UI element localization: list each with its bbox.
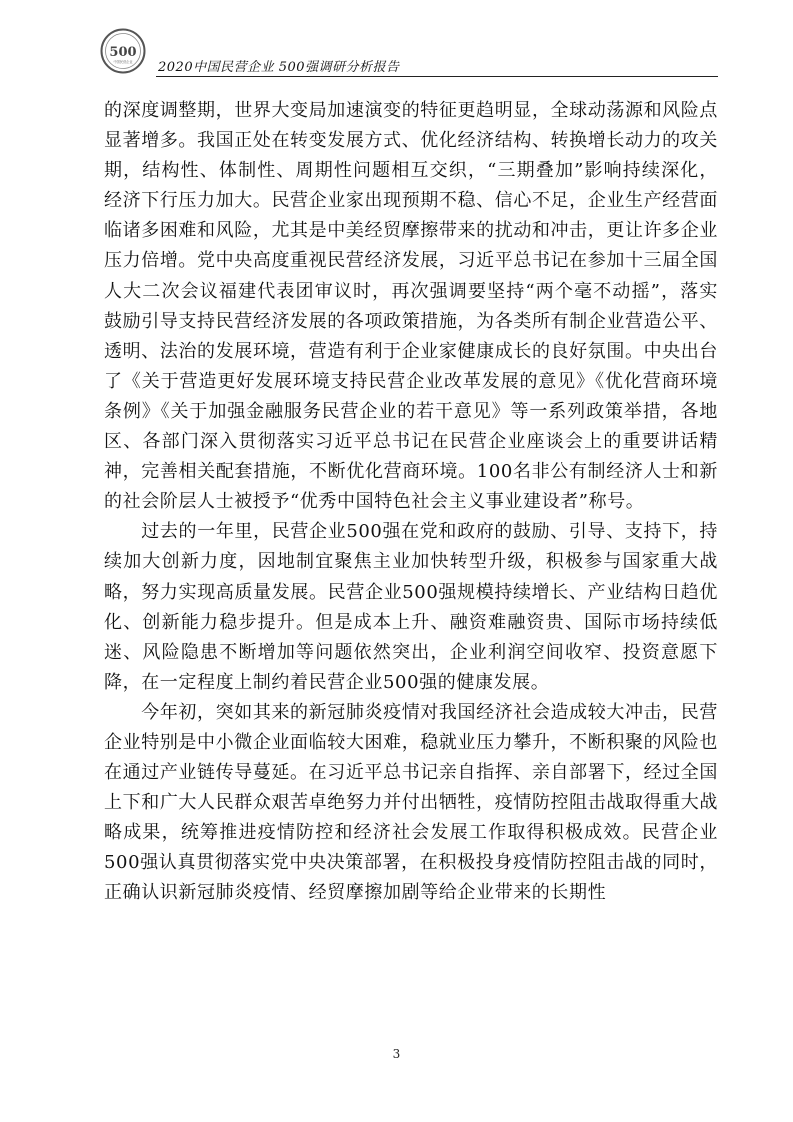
report-logo-icon [100, 28, 146, 74]
header-divider [156, 76, 718, 77]
page-number: 3 [392, 1047, 401, 1061]
paragraph-3: 今年初，突如其来的新冠肺炎疫情对我国经济社会造成较大冲击，民营企业特别是中小微企业面临较大困难，稳就业压力攀升，不断积聚的风险也在通过产业链传导蔓延。在习近平总书记亲自指挥、亲自部署下，经过全国上下和广大人民群众艰苦卓绝努力并付出牺牲，疫情防控阻击战取得重大战略成果，统筹推进疫情防控和经济社会发展工作取得积极成效。民营企业500强认真贯彻落实党中央决策部署，在积极投身疫情防控阻击战的同时，正确认识新冠肺炎疫情、经贸摩擦加剧等给企业带来的长期性 [104, 701, 718, 904]
paragraph-1: 的深度调整期，世界大变局加速演变的特征更趋明显，全球动荡源和风险点显著增多。我国正处在转变发展方式、优化经济结构、转换增长动力的攻关期，结构性、体制性、周期性问题相互交织，“三期叠加”影响持续深化，经济下行压力加大。民营企业家出现预期不稳、信心不足，企业生产经营面临诸多困难和风险，尤其是中美经贸摩擦带来的扰动和冲击，更让许多企业压力倍增。党中央高度重视民营经济发展，习近平总书记在参加十三届全国人大二次会议福建代表团审议时，再次强调要坚持“两个毫不动摇”，落实鼓励引导支持民营经济发展的各项政策措施，为各类所有制企业营造公平、透明、法治的发展环境，营造有利于企业家健康成长的良好氛围。中央出台了《关于营造更好发展环境支持民营企业改革发展的意见》《优化营商环境条例》《关于加强金融服务民营企业的若干意见》等一系列政策举措，各地区、各部门深入贯彻落实习近平总书记在民营企业座谈会上的重要讲话精神，完善相关配套措施，不断优化营商环境。100名非公有制经济人士和新的社会阶层人士被授予“优秀中国特色社会主义事业建设者”称号。 [104, 100, 718, 513]
logo-caption: 中国民营企业 [113, 60, 133, 64]
report-title: 2020中国民营企业 500强调研分析报告 [158, 60, 400, 75]
body-text [104, 96, 718, 909]
logo-number: 500 [109, 45, 137, 60]
page-header [100, 28, 718, 78]
paragraph-2: 过去的一年里，民营企业500强在党和政府的鼓励、引导、支持下，持续加大创新力度，因地制宜聚焦主业加快转型升级，积极参与国家重大战略，努力实现高质量发展。民营企业500强规模持续增长、产业结构日趋优化、创新能力稳步提升。但是成本上升、融资难融资贵、国际市场持续低迷、风险隐患不断增加等问题依然突出，企业利润空间收窄、投资意愿下降，在一定程度上制约着民营企业500强的健康发展。 [104, 521, 718, 693]
